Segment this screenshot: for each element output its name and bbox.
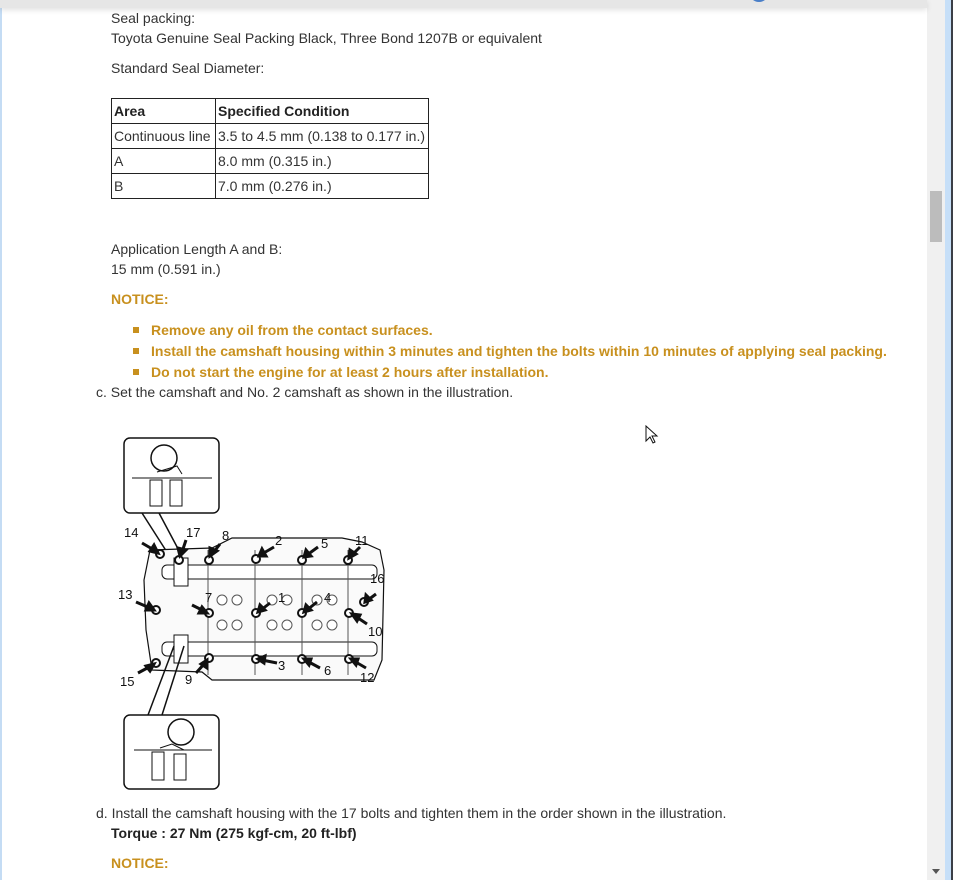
- bolt-label: 9: [185, 672, 193, 687]
- bolt-label: 2: [275, 533, 283, 548]
- application-length-label: Application Length A and B:: [111, 241, 283, 257]
- application-length-value: 15 mm (0.591 in.): [111, 261, 221, 277]
- bolt-label: 17: [186, 525, 201, 540]
- top-toolbar: [0, 0, 927, 8]
- seal-diameter-table: [111, 98, 429, 199]
- notice-item: Install the camshaft housing within 3 minutes and tighten the bolts within 10 minutes of applying seal packing.: [133, 341, 887, 362]
- notice-heading: NOTICE:: [111, 291, 169, 307]
- bolt-label: 1: [278, 590, 286, 605]
- scrollbar-thumb[interactable]: [930, 191, 942, 242]
- notice-item: Do not start the engine for at least 2 hours after installation.: [133, 362, 887, 383]
- bolt-label: 3: [278, 658, 286, 673]
- torque-spec: Torque : 27 Nm (275 kgf-cm, 20 ft-lbf): [111, 825, 357, 841]
- vertical-scrollbar[interactable]: [927, 0, 945, 880]
- seal-packing-value: Toyota Genuine Seal Packing Black, Three Bond 1207B or equivalent: [111, 30, 542, 46]
- table-cell-area: A: [112, 149, 216, 174]
- bolt-label: 6: [324, 663, 332, 678]
- bolt-label: 5: [321, 536, 329, 551]
- table-header-area: Area: [112, 99, 216, 124]
- camshaft-bolt-sequence-illustration: [112, 430, 402, 795]
- table-row: [112, 124, 429, 149]
- bolt-label: 4: [324, 590, 332, 605]
- bolt-label: 7: [205, 590, 213, 605]
- step-c-text: c. Set the camshaft and No. 2 camshaft as shown in the illustration.: [96, 384, 514, 400]
- notice-heading-2: NOTICE:: [111, 855, 169, 871]
- table-cell-condition: 7.0 mm (0.276 in.): [216, 174, 429, 199]
- bolt-label: 15: [120, 674, 135, 689]
- toolbar-avatar-icon[interactable]: [749, 0, 769, 2]
- top-inset-detail: [124, 438, 219, 560]
- bolt-label: 16: [370, 571, 385, 586]
- bolt-label: 14: [124, 525, 139, 540]
- notice-list: [133, 320, 887, 383]
- bolt-label: 13: [118, 587, 133, 602]
- bolt-label: 8: [222, 528, 230, 543]
- table-cell-area: Continuous line: [112, 124, 216, 149]
- table-row: [112, 174, 429, 199]
- bolt-label: 11: [355, 533, 369, 548]
- table-header-condition: Specified Condition: [216, 99, 429, 124]
- scroll-down-arrow-icon[interactable]: [932, 869, 940, 874]
- bolt-label: 10: [368, 624, 383, 639]
- table-cell-condition: 3.5 to 4.5 mm (0.138 to 0.177 in.): [216, 124, 429, 149]
- table-cell-area: B: [112, 174, 216, 199]
- step-d-text: d. Install the camshaft housing with the 17 bolts and tighten them in the order shown in the illustration.: [96, 805, 727, 821]
- notice-item: Remove any oil from the contact surfaces.: [133, 320, 887, 341]
- standard-seal-diameter-label: Standard Seal Diameter:: [111, 60, 265, 76]
- bolt-label: 12: [360, 670, 375, 685]
- table-header-row: [112, 99, 429, 124]
- table-row: [112, 149, 429, 174]
- seal-packing-label: Seal packing:: [111, 10, 196, 26]
- mouse-cursor-icon: [645, 425, 659, 445]
- table-cell-condition: 8.0 mm (0.315 in.): [216, 149, 429, 174]
